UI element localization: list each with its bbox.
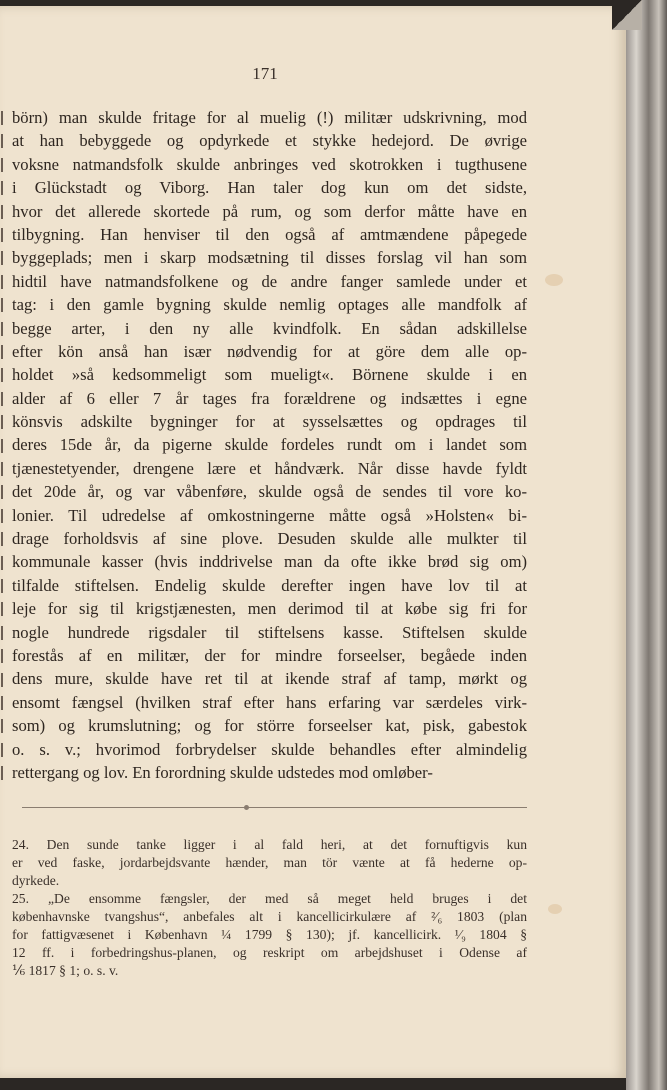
book-page [0,6,626,1078]
text-line: tilfalde stiftelsen. Endelig skulde derefter ingen have lov til at [12,575,527,595]
margin-mark [1,368,3,382]
margin-mark [1,111,3,125]
body-text [12,106,527,784]
margin-mark [1,743,3,757]
margin-mark [1,579,3,593]
text-line: alder af 6 eller 7 år tages fra forældrene og indsættes i egne [12,388,527,408]
text-line: begge arter, i den ny alle kvindfolk. En sådan adskillelse [12,318,527,338]
book-edge [626,0,667,1090]
text-line: könsvis adskilte bygninger for at sysselsættes og opdrages til [12,412,527,432]
footnote-line: dyrkede. [12,873,60,888]
margin-mark [1,205,3,219]
text-line: efter kön anså han især nødvendig for at göre dem alle op- [12,341,527,361]
margin-mark [1,532,3,546]
footnote-separator [22,807,527,808]
margin-mark [1,415,3,429]
margin-mark [1,626,3,640]
margin-mark [1,602,3,616]
text-line: drage forholdsvis af sine plove. Desuden skulde alle mulkter til [12,529,527,549]
text-line: leje for sig til krigstjænesten, men derimod til at købe sig fri for [12,599,527,619]
text-line: som) og krumslutning; og for större forseelser kat, pisk, gabestok [12,716,527,736]
margin-mark [1,392,3,406]
margin-mark [1,649,3,663]
margin-mark [1,345,3,359]
footnotes [12,836,527,980]
text-line: i Glückstadt og Viborg. Han taler dog kun om det sidste, [12,178,527,198]
footnote-line: for fattigvæsenet i København ¼ 1799 § 130); jf. kancellicirk. ¹⁄₉ 1804 § [12,927,527,942]
footnote-line: 24. Den sunde tanke ligger i al fald heri, at det fornuftigvis kun [12,837,527,852]
text-line: börn) man skulde fritage for al muelig (!) militær udskrivning, mod [12,108,527,127]
margin-mark [1,766,3,780]
margin-mark [1,673,3,687]
margin-mark [1,719,3,733]
text-line: forestås af en militær, der for mindre forseelser, begåede inden [12,645,527,665]
book-corner [612,0,642,30]
footnote-line: ⅙ 1817 § 1; o. s. v. [12,963,119,978]
margin-mark [1,228,3,242]
text-line: at han bebyggede og opdyrkede et stykke hedejord. De øvrige [12,131,527,151]
text-line: det 20de år, og var våbenføre, skulde også de sendes til vore ko- [12,482,527,502]
text-line: deres 15de år, da pigerne skulde fordeles rundt om i landet som [12,435,527,455]
text-line: holdet »så kedsommeligt som mueligt«. Börnene skulde i en [12,365,527,385]
margin-mark [1,181,3,195]
margin-mark [1,696,3,710]
margin-mark [1,439,3,453]
margin-mark [1,134,3,148]
paper-stain [545,274,563,286]
text-line: hidtil have natmandsfolkene og de andre fanger samlede under et [12,271,527,291]
margin-mark [1,158,3,172]
paper-stain [548,904,562,914]
footnote-line: 25. „De ensomme fængsler, der med så meget held bruges i det [12,891,527,906]
footnote-line: københavnske tvangshus“, anbefales alt i kancellicirkulære af ²⁄₆ 1803 (plan [12,909,527,924]
text-line: tag: i den gamle bygning skulde nemlig optages alle mandfolk af [12,295,527,315]
footnote-line: 12 ff. i forbedringshus-planen, og reskript om arbejdshuset i Odense af [12,945,527,960]
margin-mark [1,251,3,265]
text-line: voksne natmandsfolk skulde anbringes ved skotrokken i tugthusene [12,154,527,174]
text-line: lonier. Til udredelse af omkostningerne måtte også »Holsten« bi- [12,505,527,525]
margin-mark [1,485,3,499]
text-line: rettergang og lov. En forordning skulde udstedes mod omløber- [12,762,433,782]
text-line: tjænestetyender, drengene lære et håndværk. Når disse havde fyldt [12,458,527,478]
text-line: ensomt fængsel (hvilken straf efter hans erfaring var særdeles virk- [12,692,527,712]
footnote-line: er ved faske, jordarbejdsvante hænder, man tör vænte at få hederne op- [12,855,527,870]
separator-ornament [244,805,249,810]
text-line: tilbygning. Han henviser til den også af amtmændene påpegede [12,224,527,244]
text-line: byggeplads; men i skarp modsætning til disses forslag vil han som [12,248,527,268]
margin-mark [1,556,3,570]
margin-mark [1,322,3,336]
text-line: o. s. v.; hvorimod forbrydelser skulde behandles efter almindelig [12,739,527,759]
text-line: hvor det allerede skortede på rum, og som derfor måtte have en [12,201,527,221]
page-number: 171 [252,64,278,83]
text-line: nogle hundrede rigsdaler til stiftelsens kasse. Stiftelsen skulde [12,622,527,642]
margin-mark [1,275,3,289]
margin-mark [1,298,3,312]
text-line: dens mure, skulde have ret til at ikende straf af tamp, mørkt og [12,669,527,689]
text-line: kommunale kasser (hvis inddrivelse man da ofte ikke brød sig om) [12,552,527,572]
margin-mark [1,462,3,476]
margin-mark [1,509,3,523]
